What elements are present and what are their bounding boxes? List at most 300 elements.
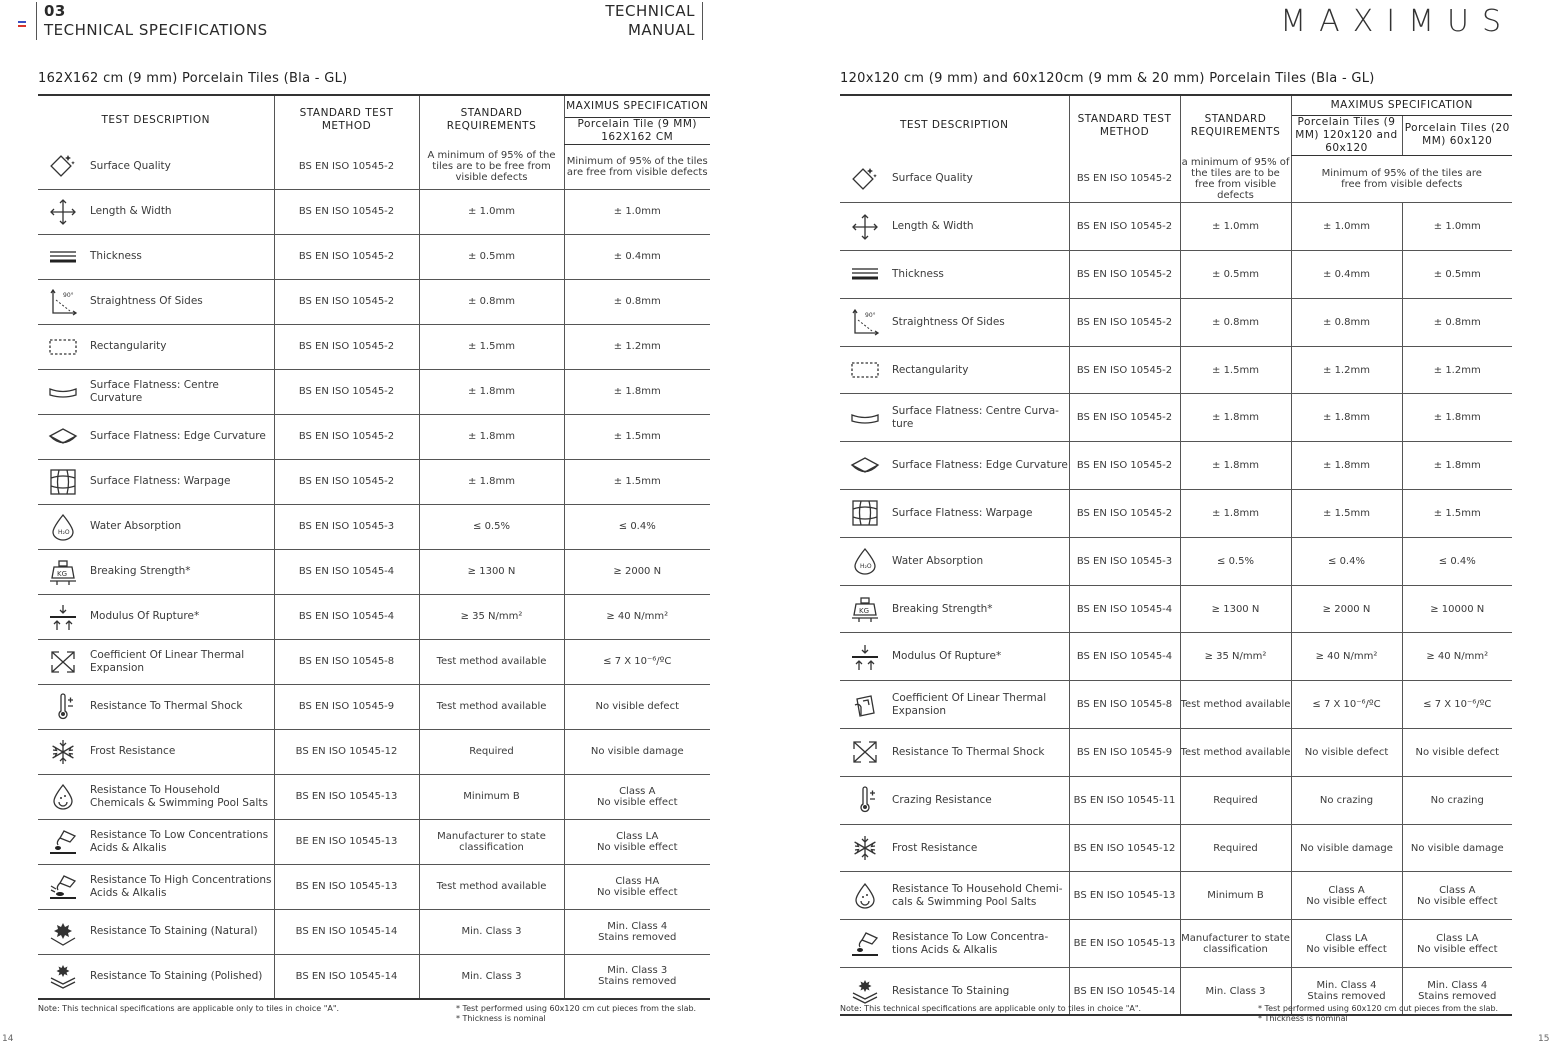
test-description-text: Straightness Of Sides — [892, 315, 1005, 328]
table-row — [840, 251, 1512, 299]
cell-maximus-spec-9mm: ± 1.8mm — [1291, 442, 1402, 490]
test-description-text: Modulus Of Rupture* — [90, 610, 200, 622]
cell-standard-method: BS EN ISO 10545-2 — [1069, 203, 1180, 251]
cell-standard-method: BS EN ISO 10545-4 — [274, 549, 419, 594]
cell-standard-method: BS EN ISO 10545-8 — [1069, 681, 1180, 729]
cell-standard-method: BS EN ISO 10545-9 — [1069, 729, 1180, 777]
test-description-text: Surface Flatness: Edge Curvature — [892, 459, 1068, 472]
col-header-test-description: TEST DESCRIPTION — [101, 113, 211, 126]
table-row — [840, 872, 1512, 920]
edge-curvature-icon — [848, 451, 882, 481]
table-row — [38, 324, 710, 369]
cell-maximus-spec: ± 1.0mm — [564, 189, 710, 234]
svg-text:H₂O: H₂O — [860, 563, 872, 571]
table-row — [840, 729, 1512, 777]
cell-maximus-spec-merged: Minimum of 95% of the tiles are free from visible defects — [1291, 155, 1512, 203]
hand-tile-icon — [848, 690, 882, 720]
cell-test-description — [38, 414, 274, 459]
cell-test-description — [840, 920, 1069, 968]
table-row — [840, 681, 1512, 729]
cell-standard-requirement: ± 0.8mm — [419, 279, 564, 324]
cell-test-description — [840, 776, 1069, 824]
cell-maximus-spec-20mm: ± 1.0mm — [1402, 203, 1512, 251]
right-note: Note: This technical specifications are applicable only to tiles in choice "A". — [840, 1004, 1142, 1013]
table-row — [840, 633, 1512, 681]
table-row — [38, 234, 710, 279]
cell-test-description — [840, 633, 1069, 681]
cell-maximus-spec-9mm: ± 0.8mm — [1291, 298, 1402, 346]
cell-test-description — [38, 144, 274, 189]
cell-standard-requirement: Test method available — [1180, 681, 1291, 729]
test-description-text: Frost Resistance — [892, 841, 978, 854]
test-description-text: Surface Flatness: Centre Curva-ture — [892, 404, 1059, 430]
cell-standard-method: BS EN ISO 10545-14 — [274, 954, 419, 999]
table-row — [840, 776, 1512, 824]
col-header-standard-method-line2: METHOD — [321, 120, 372, 132]
cell-standard-requirement: ± 1.0mm — [1180, 203, 1291, 251]
cell-test-description — [840, 681, 1069, 729]
test-description-text: Coefficient Of Linear Thermal Expansion — [90, 648, 245, 674]
cell-test-description — [840, 298, 1069, 346]
cell-standard-requirement: Minimum B — [1180, 872, 1291, 920]
acid-pour-icon — [848, 929, 882, 959]
test-description-text: Resistance To Low Concentrations Acids & Alkalis — [90, 828, 269, 854]
cell-standard-method: BE EN ISO 10545-13 — [274, 819, 419, 864]
rupture-arrows-icon — [46, 602, 80, 632]
cell-maximus-spec-9mm: ± 0.4mm — [1291, 251, 1402, 299]
test-description-text: Resistance To Staining (Natural) — [90, 925, 258, 937]
cell-standard-method: BS EN ISO 10545-3 — [274, 504, 419, 549]
test-description-text: Resistance To High Concentrations Acids & Alkalis — [90, 873, 272, 899]
left-spec-table — [38, 94, 710, 1000]
cell-maximus-spec: No visible damage — [564, 729, 710, 774]
cell-test-description — [840, 729, 1069, 777]
test-description-text: Breaking Strength* — [90, 565, 191, 577]
cell-test-description — [38, 954, 274, 999]
cell-test-description — [840, 490, 1069, 538]
col-subheader-spec-9mm: Porcelain Tiles (9 MM) 120x120 and 60x120 — [1291, 115, 1402, 155]
dashed-rectangle-icon — [848, 355, 882, 385]
right-footnote-test: * Test performed using 60x120 cm cut pieces from the slab. — [1258, 1004, 1499, 1013]
cell-standard-method: BS EN ISO 10545-2 — [1069, 394, 1180, 442]
manual-label — [580, 2, 703, 40]
cell-maximus-spec: Min. Class 4 Stains removed — [564, 909, 710, 954]
right-table-title: 120x120 cm (9 mm) and 60x120cm (9 mm & 20 mm) Porcelain Tiles (Bla - GL) — [840, 71, 1375, 86]
left-footnote-thickness: * Thickness is nominal — [456, 1014, 546, 1023]
water-drop-icon — [46, 512, 80, 542]
col-header-standard-requirements-line2: REQUIREMENTS — [446, 120, 537, 132]
water-drop-icon — [848, 546, 882, 576]
col-header-standard-requirements-line1: STANDARD — [460, 107, 523, 119]
cell-test-description — [840, 442, 1069, 490]
col-header-standard-requirements — [419, 95, 564, 144]
svg-text:90°: 90° — [865, 312, 876, 320]
table-row — [840, 442, 1512, 490]
page-number-left: 14 — [2, 1034, 14, 1044]
cell-maximus-spec-20mm: ≥ 40 N/mm² — [1402, 633, 1512, 681]
arrows-cross-icon — [46, 197, 80, 227]
header-divider — [36, 2, 37, 40]
table-row — [840, 585, 1512, 633]
cell-maximus-spec: ± 0.8mm — [564, 279, 710, 324]
acid-pour-high-icon — [46, 872, 80, 902]
cell-maximus-spec-20mm: ± 0.8mm — [1402, 298, 1512, 346]
table-row — [38, 774, 710, 819]
test-description-text: Resistance To Staining — [892, 984, 1010, 997]
cell-test-description — [840, 585, 1069, 633]
cell-maximus-spec-9mm: ≤ 0.4% — [1291, 537, 1402, 585]
test-description-text: Modulus Of Rupture* — [892, 650, 1002, 663]
cell-standard-requirement: Min. Class 3 — [419, 909, 564, 954]
thermometer-icon — [46, 692, 80, 722]
cell-maximus-spec-20mm: Class A No visible effect — [1402, 872, 1512, 920]
cell-standard-method: BS EN ISO 10545-2 — [1069, 251, 1180, 299]
cell-maximus-spec: Class HA No visible effect — [564, 864, 710, 909]
table-row — [840, 394, 1512, 442]
test-description-text: Resistance To Thermal Shock — [892, 745, 1045, 758]
test-description-text: Straightness Of Sides — [90, 295, 203, 307]
flag-stripe-red — [18, 25, 26, 27]
test-description-text: Water Absorption — [90, 520, 182, 532]
manual-label-line1: TECHNICAL — [605, 2, 695, 20]
test-description-text: Resistance To Household Chemicals & Swimming Pool Salts — [90, 783, 268, 809]
left-footnotes — [456, 1004, 696, 1024]
section-header — [18, 2, 268, 40]
test-description-text: Breaking Strength* — [892, 602, 993, 615]
cell-standard-requirement: ± 1.0mm — [419, 189, 564, 234]
cell-test-description — [38, 189, 274, 234]
cell-maximus-spec-20mm: ± 1.2mm — [1402, 346, 1512, 394]
curved-tile-icon — [46, 377, 80, 407]
cell-maximus-spec-9mm: ± 1.2mm — [1291, 346, 1402, 394]
cell-test-description — [840, 203, 1069, 251]
section-title: TECHNICAL SPECIFICATIONS — [44, 21, 268, 39]
cell-maximus-spec-20mm: Min. Class 4 Stains removed — [1402, 968, 1512, 1016]
flag-icon — [18, 21, 26, 27]
cell-standard-method: BS EN ISO 10545-2 — [1069, 155, 1180, 203]
brand-logo: MAXIMUS — [1280, 4, 1514, 39]
left-table-title: 162X162 cm (9 mm) Porcelain Tiles (Bla - GL) — [38, 71, 348, 86]
cell-test-description — [38, 864, 274, 909]
cell-test-description — [38, 819, 274, 864]
cell-test-description — [840, 872, 1069, 920]
cell-maximus-spec: ≤ 0.4% — [564, 504, 710, 549]
cell-test-description — [840, 394, 1069, 442]
cell-test-description — [38, 549, 274, 594]
snowflake-icon — [848, 833, 882, 863]
cell-standard-method: BS EN ISO 10545-11 — [1069, 776, 1180, 824]
cell-standard-requirement: Minimum B — [419, 774, 564, 819]
cell-standard-method: BS EN ISO 10545-2 — [274, 144, 419, 189]
cell-maximus-spec: ± 1.2mm — [564, 324, 710, 369]
cell-standard-method: BS EN ISO 10545-2 — [274, 234, 419, 279]
warpage-grid-icon — [848, 498, 882, 528]
cell-standard-method: BS EN ISO 10545-13 — [274, 864, 419, 909]
thickness-lines-icon — [46, 242, 80, 272]
stain-splash-icon — [46, 917, 80, 947]
stain-layers-icon — [46, 961, 80, 991]
cell-standard-method: BS EN ISO 10545-13 — [1069, 872, 1180, 920]
col-header-maximus-spec: MAXIMUS SPECIFICATION — [564, 95, 710, 117]
cell-maximus-spec: No visible defect — [564, 684, 710, 729]
cell-maximus-spec-9mm: ± 1.0mm — [1291, 203, 1402, 251]
test-description-text: Crazing Resistance — [892, 793, 992, 806]
test-description-text: Surface Quality — [90, 159, 171, 172]
cell-standard-method: BS EN ISO 10545-2 — [1069, 442, 1180, 490]
test-description-text: Surface Flatness: Warpage — [90, 475, 231, 487]
col-header-standard-requirements-line2: REQUIREMENTS — [1190, 125, 1281, 138]
test-description-text: Thickness — [90, 250, 142, 262]
cell-maximus-spec-20mm: No visible damage — [1402, 824, 1512, 872]
cell-standard-requirement: a minimum of 95% of the tiles are to be free from visible defects — [1180, 155, 1291, 203]
cell-test-description — [38, 279, 274, 324]
cell-standard-method: BS EN ISO 10545-2 — [274, 279, 419, 324]
cell-standard-method: BS EN ISO 10545-2 — [274, 189, 419, 234]
cell-standard-method: BS EN ISO 10545-8 — [274, 639, 419, 684]
header-divider — [702, 2, 703, 40]
cell-maximus-spec-9mm: No crazing — [1291, 776, 1402, 824]
page-number-right: 15 — [1538, 1034, 1550, 1044]
table-row — [38, 954, 710, 999]
cell-standard-requirement: ± 1.5mm — [419, 324, 564, 369]
table-row — [38, 549, 710, 594]
col-header-standard-requirements-line1: STANDARD — [1204, 112, 1267, 125]
cell-maximus-spec: ≥ 2000 N — [564, 549, 710, 594]
cell-standard-requirement: ≥ 1300 N — [419, 549, 564, 594]
arrows-cross-icon — [848, 212, 882, 242]
warpage-grid-icon — [46, 467, 80, 497]
col-header-test-description: TEST DESCRIPTION — [899, 119, 1009, 131]
section-number: 03 — [44, 2, 66, 20]
col-header-standard-method — [274, 95, 419, 144]
cell-standard-requirement: ≥ 35 N/mm² — [1180, 633, 1291, 681]
svg-text:H₂O: H₂O — [58, 528, 70, 536]
cell-maximus-spec: Class LA No visible effect — [564, 819, 710, 864]
cell-maximus-spec: Min. Class 3 Stains removed — [564, 954, 710, 999]
cell-test-description — [840, 346, 1069, 394]
cell-standard-method: BS EN ISO 10545-2 — [274, 459, 419, 504]
cell-maximus-spec-20mm: ≤ 7 X 10⁻⁶/ºC — [1402, 681, 1512, 729]
cell-test-description — [38, 684, 274, 729]
cell-maximus-spec-20mm: No visible defect — [1402, 729, 1512, 777]
cell-standard-requirement: Test method available — [419, 864, 564, 909]
acid-pour-icon — [46, 827, 80, 857]
table-row — [38, 639, 710, 684]
test-description-text: Frost Resistance — [90, 745, 176, 757]
cell-test-description — [38, 234, 274, 279]
col-header-standard-method-line1: STANDARD TEST — [299, 107, 394, 119]
cell-test-description — [840, 155, 1069, 203]
cell-standard-requirement: Test method available — [419, 684, 564, 729]
cell-standard-method: BE EN ISO 10545-13 — [1069, 920, 1180, 968]
cell-maximus-spec: ± 1.5mm — [564, 414, 710, 459]
cell-standard-method: BS EN ISO 10545-4 — [1069, 585, 1180, 633]
test-description-text: Resistance To Low Concentra-tions Acids & Alkalis — [892, 930, 1049, 956]
cell-standard-requirement: ± 0.5mm — [419, 234, 564, 279]
cell-standard-requirement: ± 1.8mm — [419, 369, 564, 414]
cell-standard-requirement: ≥ 35 N/mm² — [419, 594, 564, 639]
cell-maximus-spec-20mm: ± 0.5mm — [1402, 251, 1512, 299]
cell-standard-requirement: Min. Class 3 — [419, 954, 564, 999]
col-header-maximus-spec: MAXIMUS SPECIFICATION — [1291, 95, 1512, 115]
cell-standard-method: BS EN ISO 10545-2 — [1069, 490, 1180, 538]
cell-standard-requirement: ± 1.5mm — [1180, 346, 1291, 394]
cell-standard-method: BS EN ISO 10545-4 — [1069, 633, 1180, 681]
cell-standard-requirement: ≥ 1300 N — [1180, 585, 1291, 633]
test-description-text: Resistance To Household Chemi-cals & Swimming Pool Salts — [892, 882, 1063, 908]
table-row — [38, 594, 710, 639]
table-row — [38, 909, 710, 954]
cell-standard-requirement: ± 1.8mm — [1180, 490, 1291, 538]
cell-standard-requirement: ± 0.5mm — [1180, 251, 1291, 299]
cell-test-description — [38, 909, 274, 954]
svg-text:KG: KG — [57, 569, 68, 578]
table-row — [38, 684, 710, 729]
cell-maximus-spec: Minimum of 95% of the tiles are free from visible defects — [564, 144, 710, 189]
cell-test-description — [38, 504, 274, 549]
test-description-text: Thickness — [892, 267, 944, 280]
cell-standard-method: BS EN ISO 10545-2 — [274, 414, 419, 459]
test-description-text: Length & Width — [90, 205, 172, 217]
cell-maximus-spec-9mm: Class A No visible effect — [1291, 872, 1402, 920]
test-description-text: Surface Flatness: Warpage — [892, 506, 1033, 519]
table-row — [38, 189, 710, 234]
expand-arrows-icon — [848, 737, 882, 767]
table-row — [38, 279, 710, 324]
snowflake-icon — [46, 737, 80, 767]
manual-label-line2: MANUAL — [627, 21, 695, 39]
curved-tile-icon — [848, 403, 882, 433]
col-header-standard-method — [1069, 95, 1180, 155]
thickness-lines-icon — [848, 259, 882, 289]
weight-kg-icon — [46, 557, 80, 587]
table-row — [38, 729, 710, 774]
right-footnotes — [1258, 1004, 1498, 1024]
col-header-standard-method-line2: METHOD — [1099, 125, 1150, 138]
cell-standard-requirement: Test method available — [1180, 729, 1291, 777]
col-subheader-spec-20mm: Porcelain Tiles (20 MM) 60x120 — [1402, 115, 1512, 155]
table-row — [840, 490, 1512, 538]
test-description-text: Resistance To Staining (Polished) — [90, 969, 263, 982]
cell-test-description — [840, 824, 1069, 872]
cell-standard-method: BS EN ISO 10545-13 — [274, 774, 419, 819]
cell-standard-method: BS EN ISO 10545-3 — [1069, 537, 1180, 585]
cell-test-description — [840, 537, 1069, 585]
cell-standard-method: BS EN ISO 10545-9 — [274, 684, 419, 729]
cell-maximus-spec-20mm: ≤ 0.4% — [1402, 537, 1512, 585]
cell-standard-requirement: Test method available — [419, 639, 564, 684]
cell-standard-requirement: Manufacturer to state classification — [419, 819, 564, 864]
table-row — [38, 504, 710, 549]
cell-maximus-spec-9mm: ± 1.8mm — [1291, 394, 1402, 442]
cell-standard-method: BS EN ISO 10545-12 — [274, 729, 419, 774]
table-row — [38, 819, 710, 864]
test-description-text: Surface Flatness: Centre Curvature — [90, 378, 219, 404]
chemical-drop-icon — [46, 782, 80, 812]
cell-test-description — [38, 774, 274, 819]
cell-test-description — [840, 251, 1069, 299]
right-spec-table — [840, 94, 1512, 1016]
table-row — [38, 864, 710, 909]
test-description-text: Coefficient Of Linear Thermal Expansion — [892, 691, 1047, 717]
left-footnote-test: * Test performed using 60x120 cm cut pieces from the slab. — [456, 1004, 697, 1013]
cell-maximus-spec-9mm: ≥ 40 N/mm² — [1291, 633, 1402, 681]
right-angle-icon — [46, 287, 80, 317]
cell-maximus-spec-20mm: ± 1.8mm — [1402, 442, 1512, 490]
col-header-standard-requirements — [1180, 95, 1291, 155]
table-row — [840, 155, 1512, 203]
table-row — [840, 824, 1512, 872]
cell-standard-requirement: Required — [1180, 824, 1291, 872]
svg-text:KG: KG — [859, 607, 870, 616]
cell-maximus-spec-9mm: ≤ 7 X 10⁻⁶/ºC — [1291, 681, 1402, 729]
cell-standard-requirement: ± 1.8mm — [419, 459, 564, 504]
cell-maximus-spec: Class A No visible effect — [564, 774, 710, 819]
cell-test-description — [38, 459, 274, 504]
cell-standard-method: BS EN ISO 10545-2 — [274, 369, 419, 414]
cell-test-description — [38, 594, 274, 639]
cell-test-description — [38, 729, 274, 774]
right-footnote-thickness: * Thickness is nominal — [1258, 1014, 1348, 1023]
table-row — [38, 414, 710, 459]
cell-maximus-spec-20mm: Class LA No visible effect — [1402, 920, 1512, 968]
col-subheader-spec: Porcelain Tile (9 MM) 162X162 CM — [564, 117, 710, 144]
test-description-text: Water Absorption — [892, 554, 984, 567]
cell-standard-method: BS EN ISO 10545-12 — [1069, 824, 1180, 872]
cell-maximus-spec: ± 1.8mm — [564, 369, 710, 414]
cell-standard-method: BS EN ISO 10545-2 — [1069, 346, 1180, 394]
cell-maximus-spec: ± 1.5mm — [564, 459, 710, 504]
thermometer-icon — [848, 785, 882, 815]
test-description-text: Rectangularity — [892, 363, 969, 376]
cell-test-description — [38, 369, 274, 414]
cell-standard-requirement: Manufacturer to state classification — [1180, 920, 1291, 968]
cell-maximus-spec-9mm: Min. Class 4 Stains removed — [1291, 968, 1402, 1016]
cell-test-description — [38, 324, 274, 369]
col-header-standard-method-line1: STANDARD TEST — [1077, 112, 1172, 125]
cell-standard-requirement: ≤ 0.5% — [1180, 537, 1291, 585]
cell-maximus-spec-9mm: No visible damage — [1291, 824, 1402, 872]
cell-standard-requirement: Required — [1180, 776, 1291, 824]
weight-kg-icon — [848, 594, 882, 624]
table-row — [840, 920, 1512, 968]
cell-standard-method: BS EN ISO 10545-2 — [274, 324, 419, 369]
cell-maximus-spec-9mm: No visible defect — [1291, 729, 1402, 777]
cell-maximus-spec-20mm: ≥ 10000 N — [1402, 585, 1512, 633]
cell-standard-requirement: Min. Class 3 — [1180, 968, 1291, 1016]
cell-maximus-spec: ≥ 40 N/mm² — [564, 594, 710, 639]
cell-maximus-spec-9mm: ≥ 2000 N — [1291, 585, 1402, 633]
cell-standard-requirement: ± 1.8mm — [1180, 442, 1291, 490]
stain-layers-icon — [848, 976, 882, 1006]
test-description-text: Length & Width — [892, 220, 974, 233]
test-description-text: Resistance To Thermal Shock — [90, 700, 243, 712]
table-row — [840, 537, 1512, 585]
cell-maximus-spec-20mm: ± 1.5mm — [1402, 490, 1512, 538]
left-note: Note: This technical specifications are applicable only to tiles in choice "A". — [38, 1004, 340, 1013]
cell-maximus-spec-9mm: ± 1.5mm — [1291, 490, 1402, 538]
table-row — [38, 144, 710, 189]
table-row — [38, 459, 710, 504]
test-description-text: Rectangularity — [90, 340, 167, 352]
cell-standard-method: BS EN ISO 10545-14 — [274, 909, 419, 954]
cell-maximus-spec-20mm: ± 1.8mm — [1402, 394, 1512, 442]
cell-standard-requirement: ± 1.8mm — [1180, 394, 1291, 442]
rupture-arrows-icon — [848, 642, 882, 672]
test-description-text: Surface Flatness: Edge Curvature — [90, 430, 266, 442]
cell-standard-method: BS EN ISO 10545-2 — [1069, 298, 1180, 346]
edge-curvature-icon — [46, 422, 80, 452]
